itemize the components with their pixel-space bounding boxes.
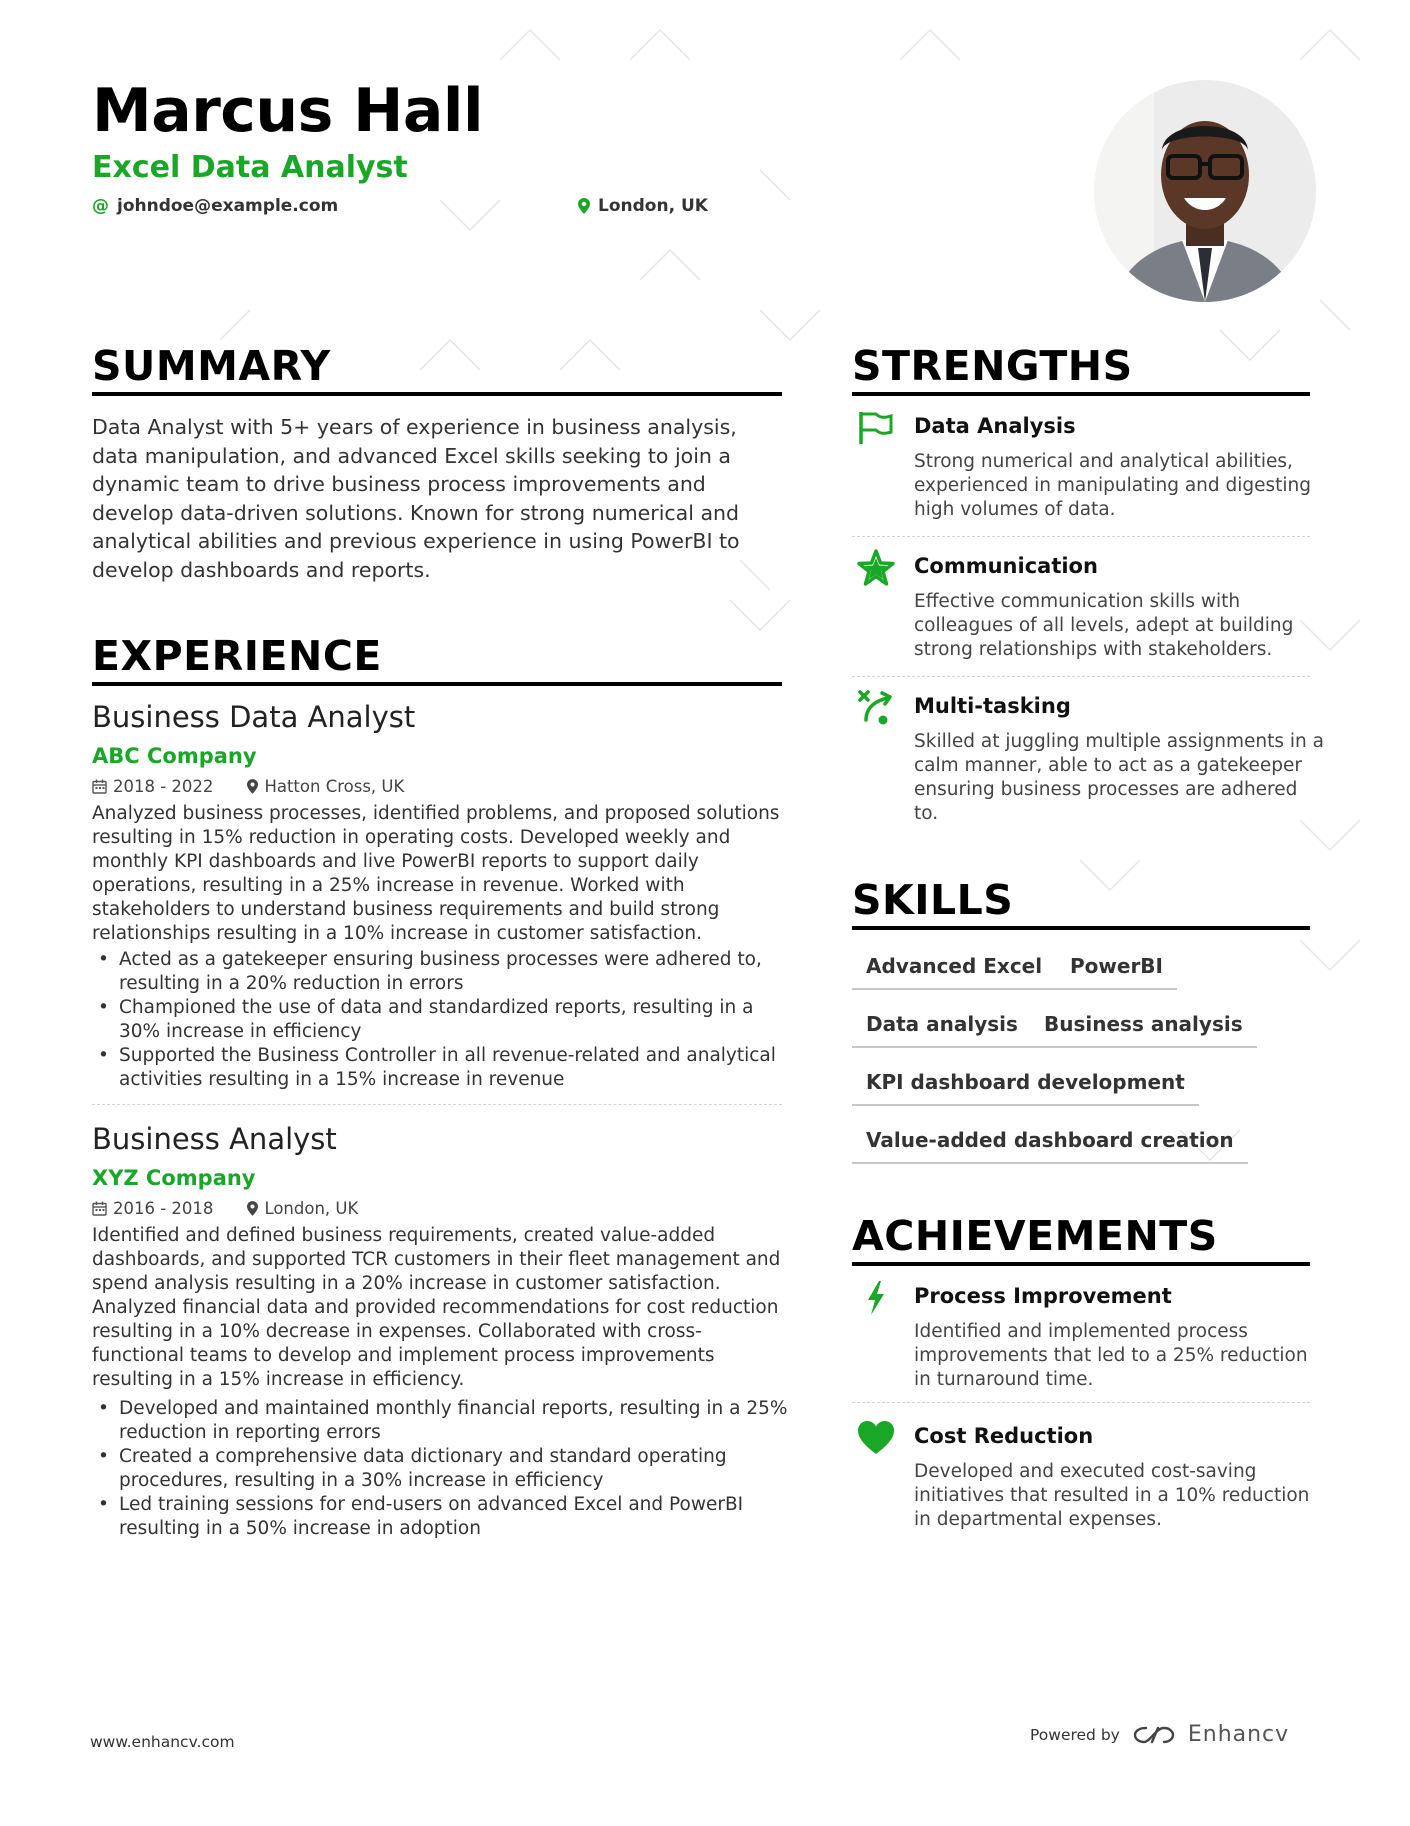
strength-text: Strong numerical and analytical abilities, experienced in manipulating and digesting high volumes of data. bbox=[914, 451, 1312, 520]
skill-tag: Advanced Excel bbox=[852, 954, 1056, 990]
experience-heading: EXPERIENCE bbox=[92, 632, 382, 680]
job-dates: 2018 - 2022 bbox=[113, 777, 214, 796]
job-bullets bbox=[92, 948, 790, 1092]
skill-tag: Business analysis bbox=[1030, 1012, 1257, 1048]
profile-photo bbox=[1094, 80, 1316, 302]
contact-email[interactable] bbox=[92, 196, 338, 216]
strength-text: Skilled at juggling multiple assignments in a calm manner, able to act as a gatekeeper ensuring business processes are adhered to. bbox=[914, 731, 1324, 824]
job-role: Business Data Analyst bbox=[92, 700, 416, 734]
achievement-text: Identified and implemented process improvements that led to a 25% reduction in turnaround time. bbox=[914, 1321, 1308, 1390]
list-item: • Developed and maintained monthly financial reports, resulting in a 25% reduction in reporting errors bbox=[92, 1397, 790, 1445]
job-meta bbox=[92, 1199, 358, 1218]
flag-icon bbox=[856, 408, 896, 448]
location-pin-icon bbox=[247, 1201, 258, 1216]
powered-by-label: Powered by bbox=[1030, 1725, 1120, 1744]
achievement-text: Developed and executed cost-saving initiatives that resulted in a 10% reduction in departmental expenses. bbox=[914, 1461, 1310, 1530]
job-description: Analyzed business processes, identified problems, and proposed solutions resulting in 15% reduction in operating costs. Developed weekly and monthly KPI dashboards and live PowerBI reports to support daily operations, resulting in a 25% increase in revenue. Worked with stakeholders to understand business requirements and build strong relationships resulting in a 10% increase in customer satisfaction. bbox=[92, 803, 780, 944]
job-role: Business Analyst bbox=[92, 1122, 337, 1156]
job-location: Hatton Cross, UK bbox=[264, 777, 405, 796]
job-bullets bbox=[92, 1397, 790, 1541]
heart-icon bbox=[856, 1418, 896, 1458]
location-pin-icon bbox=[247, 779, 258, 794]
location-text: London, UK bbox=[598, 196, 708, 216]
experience-rule bbox=[92, 682, 782, 686]
calendar-icon bbox=[92, 1201, 107, 1216]
list-item: • Created a comprehensive data dictionary and standard operating procedures, resulting in a 30% increase in efficiency bbox=[92, 1445, 790, 1493]
skill-tag: PowerBI bbox=[1056, 954, 1177, 990]
skill-tag: Value-added dashboard creation bbox=[852, 1128, 1248, 1164]
strengths-heading: STRENGTHS bbox=[852, 342, 1133, 390]
achievement-title: Process Improvement bbox=[914, 1284, 1172, 1308]
achievements-heading: ACHIEVEMENTS bbox=[852, 1212, 1218, 1260]
bolt-icon bbox=[856, 1278, 896, 1318]
email-text: johndoe@example.com bbox=[117, 196, 339, 216]
achievements-rule bbox=[852, 1262, 1310, 1266]
job-company: XYZ Company bbox=[92, 1166, 256, 1190]
strength-divider bbox=[852, 536, 1310, 537]
star-icon bbox=[856, 548, 896, 588]
strength-text: Effective communication skills with colleagues of all levels, adept at building strong relationships with stakeholders. bbox=[914, 591, 1294, 660]
skill-tag: Data analysis bbox=[852, 1012, 1032, 1048]
strength-divider bbox=[852, 676, 1310, 677]
job-divider bbox=[92, 1104, 782, 1105]
footer-branding[interactable] bbox=[1030, 1722, 1289, 1747]
strength-title: Multi-tasking bbox=[914, 694, 1071, 718]
job-description: Identified and defined business requirements, created value-added dashboards, and supported TCR customers in their fleet management and spend analysis resulting in a 20% increase in customer satisfaction. Analyzed financial data and provided recommendations for cost reduction resulting in a 10% decrease in expenses. Collaborated with cross-functional teams to develop and implement process improvements resulting in a 15% increase in efficiency. bbox=[92, 1225, 781, 1390]
candidate-name: Marcus Hall bbox=[92, 76, 484, 146]
location-pin-icon bbox=[578, 198, 590, 214]
skills-rule bbox=[852, 926, 1310, 930]
strength-title: Communication bbox=[914, 554, 1098, 578]
enhancv-brand: Enhancv bbox=[1187, 1722, 1290, 1747]
contact-location bbox=[578, 196, 708, 216]
strength-title: Data Analysis bbox=[914, 414, 1076, 438]
candidate-title: Excel Data Analyst bbox=[92, 150, 408, 185]
job-company: ABC Company bbox=[92, 744, 257, 768]
achievement-divider bbox=[852, 1402, 1310, 1403]
job-dates: 2016 - 2018 bbox=[113, 1199, 214, 1218]
route-icon bbox=[856, 688, 896, 728]
summary-text: Data Analyst with 5+ years of experience in business analysis, data manipulation, and advanced Excel skills seeking to join a dynamic team to drive business process improvements and develop data-driven solutions. Known for strong numerical and analytical abilities and previous experience in using PowerBI to develop dashboards and reports. bbox=[92, 415, 740, 582]
footer-website[interactable]: www.enhancv.com bbox=[90, 1733, 235, 1751]
summary-heading: SUMMARY bbox=[92, 342, 331, 390]
achievement-title: Cost Reduction bbox=[914, 1424, 1094, 1448]
enhancv-logo-icon bbox=[1132, 1724, 1176, 1746]
skills-heading: SKILLS bbox=[852, 876, 1014, 924]
job-location: London, UK bbox=[264, 1199, 359, 1218]
skill-tag: KPI dashboard development bbox=[852, 1070, 1199, 1106]
job-meta bbox=[92, 777, 404, 796]
list-item: • Led training sessions for end-users on advanced Excel and PowerBI resulting in a 50% increase in adoption bbox=[92, 1493, 790, 1541]
list-item: • Championed the use of data and standardized reports, resulting in a 30% increase in efficiency bbox=[92, 996, 790, 1044]
calendar-icon bbox=[92, 779, 107, 794]
list-item: • Acted as a gatekeeper ensuring business processes were adhered to, resulting in a 20% reduction in errors bbox=[92, 948, 790, 996]
at-icon: @ bbox=[92, 196, 109, 216]
summary-rule bbox=[92, 392, 782, 396]
strengths-rule bbox=[852, 392, 1310, 396]
list-item: • Supported the Business Controller in all revenue-related and analytical activities resulting in a 15% increase in revenue bbox=[92, 1044, 790, 1092]
